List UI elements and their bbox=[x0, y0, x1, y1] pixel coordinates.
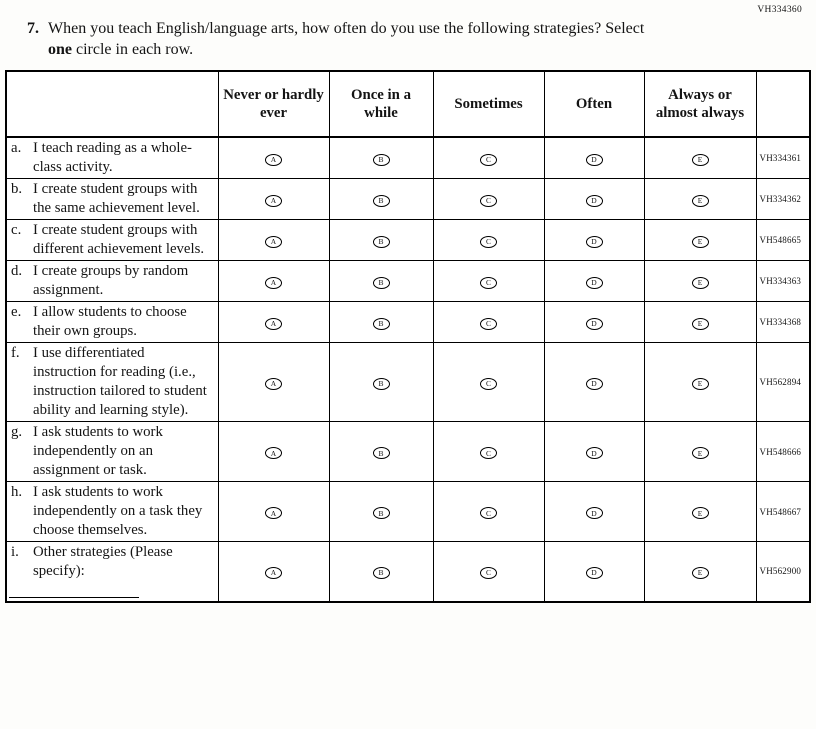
option-cell-never-or-hardly-ever bbox=[218, 302, 329, 343]
strategy-row bbox=[6, 482, 810, 542]
option-cell-often bbox=[544, 302, 644, 343]
option-cell-always-or-almost-always bbox=[644, 261, 756, 302]
option-cell-sometimes bbox=[433, 482, 544, 542]
row-letter: b. bbox=[11, 181, 23, 197]
col-header-always-or-almost-always: Always or almost always bbox=[644, 71, 756, 137]
answer-bubble-a[interactable]: A bbox=[265, 318, 282, 330]
row-letter: f. bbox=[11, 345, 20, 361]
row-code: VH548665 bbox=[756, 220, 810, 261]
row-label: I ask students to work independently on a task they choose themselves. bbox=[33, 484, 203, 538]
strategy-row bbox=[6, 179, 810, 220]
option-cell-never-or-hardly-ever bbox=[218, 482, 329, 542]
question-text-end: circle in each row. bbox=[72, 41, 194, 58]
row-letter: c. bbox=[11, 222, 22, 238]
option-cell-sometimes bbox=[433, 137, 544, 179]
strategy-row bbox=[6, 220, 810, 261]
strategy-row bbox=[6, 302, 810, 343]
answer-bubble-c[interactable]: C bbox=[480, 277, 497, 289]
row-label: I use differentiated instruction for reading (i.e., instruction tailored to student ability and learning style). bbox=[33, 345, 207, 418]
answer-bubble-a[interactable]: A bbox=[265, 447, 282, 459]
option-cell-always-or-almost-always bbox=[644, 482, 756, 542]
strategy-label-cell bbox=[6, 220, 218, 261]
option-cell-never-or-hardly-ever bbox=[218, 343, 329, 422]
answer-bubble-d[interactable]: D bbox=[586, 318, 603, 330]
row-label: I create student groups with different achievement levels. bbox=[33, 222, 205, 257]
row-code: VH334362 bbox=[756, 179, 810, 220]
option-cell-often bbox=[544, 261, 644, 302]
form-code: VH334360 bbox=[757, 5, 802, 15]
option-cell-never-or-hardly-ever bbox=[218, 422, 329, 482]
answer-bubble-b[interactable]: B bbox=[373, 236, 390, 248]
answer-bubble-e[interactable]: E bbox=[692, 318, 709, 330]
option-cell-often bbox=[544, 137, 644, 179]
option-cell-always-or-almost-always bbox=[644, 343, 756, 422]
answer-bubble-b[interactable]: B bbox=[373, 318, 390, 330]
answer-bubble-d[interactable]: D bbox=[586, 277, 603, 289]
question-text bbox=[48, 18, 648, 60]
answer-bubble-c[interactable]: C bbox=[480, 378, 497, 390]
option-cell-often bbox=[544, 220, 644, 261]
answer-bubble-e[interactable]: E bbox=[692, 507, 709, 519]
option-cell-always-or-almost-always bbox=[644, 302, 756, 343]
strategy-label-cell bbox=[6, 261, 218, 302]
answer-bubble-a[interactable]: A bbox=[265, 195, 282, 207]
table-body bbox=[6, 137, 810, 602]
option-cell-never-or-hardly-ever bbox=[218, 179, 329, 220]
row-label: I allow students to choose their own groups. bbox=[33, 304, 187, 339]
question-number: 7. bbox=[27, 20, 39, 37]
row-letter: g. bbox=[11, 424, 23, 440]
strategy-row bbox=[6, 261, 810, 302]
answer-bubble-a[interactable]: A bbox=[265, 567, 282, 579]
answer-bubble-d[interactable]: D bbox=[586, 195, 603, 207]
strategy-label-cell bbox=[6, 482, 218, 542]
answer-bubble-c[interactable]: C bbox=[480, 236, 497, 248]
strategy-row bbox=[6, 137, 810, 179]
row-label: I teach reading as a whole-class activity. bbox=[33, 140, 192, 175]
row-label: I create groups by random assignment. bbox=[33, 263, 189, 298]
row-letter: h. bbox=[11, 484, 23, 500]
answer-bubble-b[interactable]: B bbox=[373, 567, 390, 579]
answer-bubble-b[interactable]: B bbox=[373, 277, 390, 289]
option-cell-once-in-a-while bbox=[329, 343, 433, 422]
answer-bubble-e[interactable]: E bbox=[692, 277, 709, 289]
option-cell-often bbox=[544, 542, 644, 602]
answer-bubble-e[interactable]: E bbox=[692, 195, 709, 207]
option-cell-often bbox=[544, 179, 644, 220]
answer-bubble-d[interactable]: D bbox=[586, 154, 603, 166]
row-code: VH334368 bbox=[756, 302, 810, 343]
answer-bubble-e[interactable]: E bbox=[692, 447, 709, 459]
answer-bubble-b[interactable]: B bbox=[373, 447, 390, 459]
option-cell-always-or-almost-always bbox=[644, 179, 756, 220]
option-cell-often bbox=[544, 343, 644, 422]
option-cell-always-or-almost-always bbox=[644, 220, 756, 261]
answer-bubble-d[interactable]: D bbox=[586, 507, 603, 519]
strategy-row bbox=[6, 343, 810, 422]
specify-write-in-line[interactable] bbox=[9, 597, 139, 598]
row-code: VH562894 bbox=[756, 343, 810, 422]
option-cell-never-or-hardly-ever bbox=[218, 261, 329, 302]
answer-bubble-b[interactable]: B bbox=[373, 195, 390, 207]
answer-bubble-d[interactable]: D bbox=[586, 236, 603, 248]
option-cell-never-or-hardly-ever bbox=[218, 220, 329, 261]
strategy-label-cell bbox=[6, 422, 218, 482]
col-header-sometimes: Sometimes bbox=[433, 71, 544, 137]
header-row bbox=[6, 71, 810, 137]
answer-bubble-d[interactable]: D bbox=[586, 447, 603, 459]
answer-bubble-c[interactable]: C bbox=[480, 567, 497, 579]
row-letter: e. bbox=[11, 304, 22, 320]
row-code: VH334361 bbox=[756, 137, 810, 179]
option-cell-once-in-a-while bbox=[329, 482, 433, 542]
answer-bubble-d[interactable]: D bbox=[586, 378, 603, 390]
answer-bubble-c[interactable]: C bbox=[480, 318, 497, 330]
option-cell-once-in-a-while bbox=[329, 179, 433, 220]
answer-bubble-a[interactable]: A bbox=[265, 154, 282, 166]
option-cell-once-in-a-while bbox=[329, 137, 433, 179]
answer-bubble-d[interactable]: D bbox=[586, 567, 603, 579]
empty-label-header bbox=[6, 71, 218, 137]
answer-bubble-e[interactable]: E bbox=[692, 154, 709, 166]
option-cell-never-or-hardly-ever bbox=[218, 542, 329, 602]
option-cell-always-or-almost-always bbox=[644, 422, 756, 482]
option-cell-always-or-almost-always bbox=[644, 137, 756, 179]
option-cell-sometimes bbox=[433, 302, 544, 343]
option-cell-always-or-almost-always bbox=[644, 542, 756, 602]
strategy-label-cell bbox=[6, 137, 218, 179]
option-cell-never-or-hardly-ever bbox=[218, 137, 329, 179]
col-header-once-in-a-while: Once in a while bbox=[329, 71, 433, 137]
option-cell-often bbox=[544, 422, 644, 482]
option-cell-sometimes bbox=[433, 422, 544, 482]
option-cell-once-in-a-while bbox=[329, 220, 433, 261]
strategy-label-cell bbox=[6, 343, 218, 422]
answer-bubble-c[interactable]: C bbox=[480, 195, 497, 207]
col-header-often: Often bbox=[544, 71, 644, 137]
answer-bubble-a[interactable]: A bbox=[265, 277, 282, 289]
row-code: VH548667 bbox=[756, 482, 810, 542]
option-cell-sometimes bbox=[433, 261, 544, 302]
question-text-bold: one bbox=[48, 41, 72, 58]
answer-bubble-a[interactable]: A bbox=[265, 378, 282, 390]
strategies-table bbox=[5, 70, 811, 603]
answer-bubble-b[interactable]: B bbox=[373, 378, 390, 390]
row-label: Other strategies (Please specify): bbox=[33, 544, 173, 579]
row-letter: a. bbox=[11, 140, 22, 156]
row-code: VH562900 bbox=[756, 542, 810, 602]
row-letter: d. bbox=[11, 263, 23, 279]
option-cell-sometimes bbox=[433, 343, 544, 422]
answer-bubble-b[interactable]: B bbox=[373, 154, 390, 166]
answer-bubble-b[interactable]: B bbox=[373, 507, 390, 519]
question-text-start: When you teach English/language arts, how often do you use the following strategies? Select bbox=[48, 20, 645, 37]
strategy-label-cell bbox=[6, 179, 218, 220]
option-cell-often bbox=[544, 482, 644, 542]
answer-bubble-e[interactable]: E bbox=[692, 567, 709, 579]
answer-bubble-e[interactable]: E bbox=[692, 378, 709, 390]
option-cell-once-in-a-while bbox=[329, 261, 433, 302]
row-label: I ask students to work independently on an assignment or task. bbox=[33, 424, 163, 478]
answer-bubble-c[interactable]: C bbox=[480, 447, 497, 459]
answer-bubble-c[interactable]: C bbox=[480, 154, 497, 166]
answer-bubble-a[interactable]: A bbox=[265, 507, 282, 519]
strategy-label-cell bbox=[6, 302, 218, 343]
answer-bubble-a[interactable]: A bbox=[265, 236, 282, 248]
row-code: VH334363 bbox=[756, 261, 810, 302]
strategy-row bbox=[6, 542, 810, 602]
empty-code-header bbox=[756, 71, 810, 137]
option-cell-once-in-a-while bbox=[329, 542, 433, 602]
col-header-never-or-hardly-ever: Never or hardly ever bbox=[218, 71, 329, 137]
strategy-label-cell bbox=[6, 542, 218, 602]
option-cell-once-in-a-while bbox=[329, 302, 433, 343]
row-letter: i. bbox=[11, 544, 19, 560]
option-cell-sometimes bbox=[433, 220, 544, 261]
row-label: I create student groups with the same achievement level. bbox=[33, 181, 200, 216]
strategy-row bbox=[6, 422, 810, 482]
answer-bubble-e[interactable]: E bbox=[692, 236, 709, 248]
question-block bbox=[27, 18, 816, 60]
answer-bubble-c[interactable]: C bbox=[480, 507, 497, 519]
row-code: VH548666 bbox=[756, 422, 810, 482]
option-cell-sometimes bbox=[433, 179, 544, 220]
option-cell-sometimes bbox=[433, 542, 544, 602]
option-cell-once-in-a-while bbox=[329, 422, 433, 482]
